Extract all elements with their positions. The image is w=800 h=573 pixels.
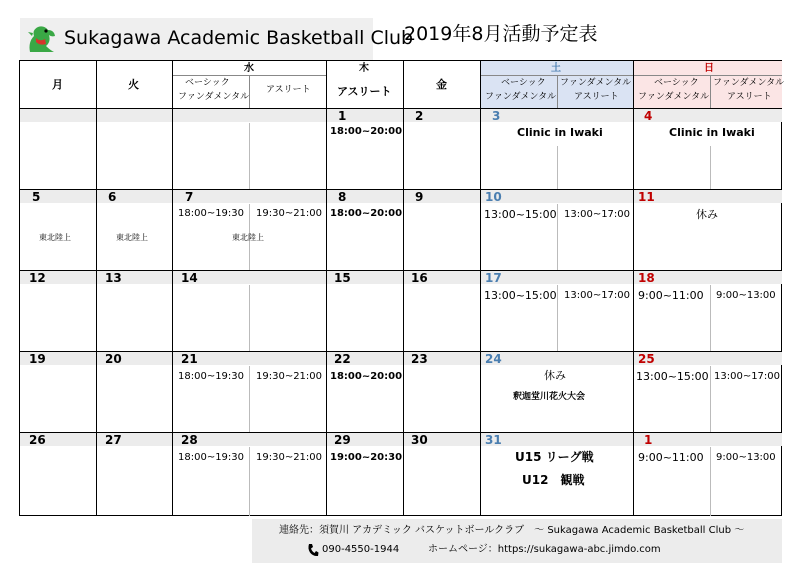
event-text: 東北陸上 — [39, 233, 71, 242]
event-text: 9:00~11:00 — [638, 451, 704, 464]
week-4-date-band — [20, 352, 782, 365]
date-number: 6 — [108, 190, 117, 204]
week-divider-4 — [20, 432, 782, 433]
sat-fundamental2-label: ファンダメンタル — [560, 78, 632, 88]
homepage-link[interactable]: ホームページ：https://sukagawa-abc.jimdo.com — [428, 544, 661, 555]
weekend-sub-divider — [480, 75, 782, 76]
sun-fundamental-label: ファンダメンタル — [638, 92, 710, 102]
day-header-tue: 火 — [128, 78, 139, 91]
col-divider-sat — [480, 61, 481, 516]
event-text: 13:00~15:00 — [636, 370, 709, 383]
sun-basic-label: ベーシック — [654, 78, 699, 88]
event-text: U12 観戦 — [522, 473, 585, 487]
event-text: 19:00~20:30 — [330, 452, 403, 463]
date-number: 18 — [638, 271, 655, 285]
event-text: 13:00~15:00 — [484, 289, 557, 302]
wed-subcol-w5 — [249, 447, 250, 516]
date-number: 1 — [644, 433, 653, 447]
sat-subcol-line — [557, 75, 558, 108]
event-text: 東北陸上 — [116, 233, 148, 242]
sat-subcol-w3 — [557, 285, 558, 351]
wed-subcol-w1 — [249, 123, 250, 189]
phone-number: 090-4550-1944 — [322, 544, 400, 555]
date-number: 3 — [492, 109, 501, 123]
date-number: 17 — [485, 271, 502, 285]
thu-athlete-label: アスリート — [337, 85, 392, 98]
sat-basic-label: ベーシック — [501, 78, 546, 88]
sun-subcol-w4 — [710, 366, 711, 432]
sat-subcol-w2 — [557, 204, 558, 270]
date-number: 10 — [485, 190, 502, 204]
sun-subcol-w5 — [710, 447, 711, 516]
event-text: 釈迦堂川花火大会 — [513, 392, 586, 402]
day-header-sun: 日 — [704, 63, 714, 74]
date-number: 9 — [415, 190, 424, 204]
date-number: 11 — [638, 190, 655, 204]
col-divider-thu — [326, 61, 327, 516]
date-number: 1 — [338, 109, 347, 123]
date-number: 30 — [411, 433, 428, 447]
wed-athlete-label: アスリート — [266, 85, 311, 95]
sat-fundamental-label: ファンダメンタル — [485, 92, 557, 102]
event-text: 東北陸上 — [232, 233, 264, 242]
date-number: 2 — [415, 109, 424, 123]
col-divider-sun — [633, 61, 634, 516]
date-number: 14 — [181, 271, 198, 285]
day-header-mon: 月 — [52, 78, 63, 91]
event-text: Clinic in Iwaki — [517, 126, 603, 139]
phone-icon — [307, 543, 319, 557]
contact-text: 連絡先：須賀川 アカデミック バスケットボールクラブ ～ Sukagawa Academic Basketball Club ～ — [279, 525, 745, 536]
date-number: 5 — [32, 190, 41, 204]
date-number: 20 — [105, 352, 122, 366]
contact-footer — [252, 519, 782, 563]
date-number: 13 — [105, 271, 122, 285]
event-text: 19:30~21:00 — [256, 371, 323, 382]
event-text: 9:00~13:00 — [716, 452, 776, 463]
wed-subcol-w4 — [249, 366, 250, 432]
event-text: 18:00~19:30 — [178, 371, 245, 382]
date-number: 24 — [485, 352, 502, 366]
wed-fundamental-label: ファンダメンタル — [178, 92, 250, 102]
event-text: 休み — [696, 208, 718, 221]
week-5-date-band — [20, 433, 782, 446]
date-number: 29 — [334, 433, 351, 447]
event-text: 19:30~21:00 — [256, 208, 323, 219]
col-divider-tue — [96, 61, 97, 516]
dragon-logo-icon — [24, 22, 60, 58]
date-number: 28 — [181, 433, 198, 447]
sun-subcol-w3 — [710, 285, 711, 351]
date-number: 12 — [29, 271, 46, 285]
day-header-sat: 土 — [551, 63, 561, 74]
date-number: 25 — [638, 352, 655, 366]
calendar-title: 2019年8月活動予定表 — [404, 23, 598, 45]
week-1-date-band — [20, 109, 782, 122]
event-text: 18:00~19:30 — [178, 452, 245, 463]
date-number: 15 — [334, 271, 351, 285]
event-text: 18:00~19:30 — [178, 208, 245, 219]
event-text: U15 リーグ戦 — [515, 450, 594, 464]
date-number: 16 — [411, 271, 428, 285]
date-number: 19 — [29, 352, 46, 366]
header-divider — [20, 108, 782, 109]
col-divider-wed — [172, 61, 173, 516]
day-header-fri: 金 — [436, 78, 447, 91]
date-number: 22 — [334, 352, 351, 366]
week-divider-1 — [20, 189, 782, 190]
event-text: 18:00~20:00 — [330, 208, 403, 219]
sun-athlete-label: アスリート — [727, 92, 772, 102]
week-2-date-band — [20, 190, 782, 203]
date-number: 21 — [181, 352, 198, 366]
club-name: Sukagawa Academic Basketball Club — [64, 27, 414, 49]
sat-subcol-w1 — [557, 146, 558, 189]
date-number: 7 — [185, 190, 194, 204]
week-divider-3 — [20, 351, 782, 352]
event-text: 18:00~20:00 — [330, 126, 403, 137]
date-number: 23 — [411, 352, 428, 366]
event-text: 9:00~11:00 — [638, 289, 704, 302]
date-number: 26 — [29, 433, 46, 447]
sun-subcol-w1 — [710, 146, 711, 189]
event-text: 休み — [544, 369, 566, 382]
event-text: 13:00~15:00 — [484, 208, 557, 221]
event-text: Clinic in Iwaki — [669, 126, 755, 139]
wed-basic-label: ベーシック — [185, 78, 230, 88]
wed-subcol-line — [249, 75, 250, 108]
event-text: 19:30~21:00 — [256, 452, 323, 463]
event-text: 13:00~17:00 — [564, 290, 631, 301]
day-header-thu: 木 — [359, 63, 369, 74]
sun-fundamental2-label: ファンダメンタル — [713, 78, 785, 88]
date-number: 31 — [485, 433, 502, 447]
col-divider-fri — [403, 61, 404, 516]
date-number: 4 — [644, 109, 653, 123]
event-text: 13:00~17:00 — [714, 371, 781, 382]
wed-subcol-w3 — [249, 285, 250, 351]
schedule-calendar — [19, 60, 785, 516]
sun-subcol-line — [710, 75, 711, 108]
event-text: 9:00~13:00 — [716, 290, 776, 301]
event-text: 18:00~20:00 — [330, 371, 403, 382]
sat-athlete-label: アスリート — [574, 92, 619, 102]
event-text: 13:00~17:00 — [564, 209, 631, 220]
date-number: 27 — [105, 433, 122, 447]
day-header-wed: 水 — [244, 63, 254, 74]
date-number: 8 — [338, 190, 347, 204]
week-divider-2 — [20, 270, 782, 271]
week-3-date-band — [20, 271, 782, 284]
